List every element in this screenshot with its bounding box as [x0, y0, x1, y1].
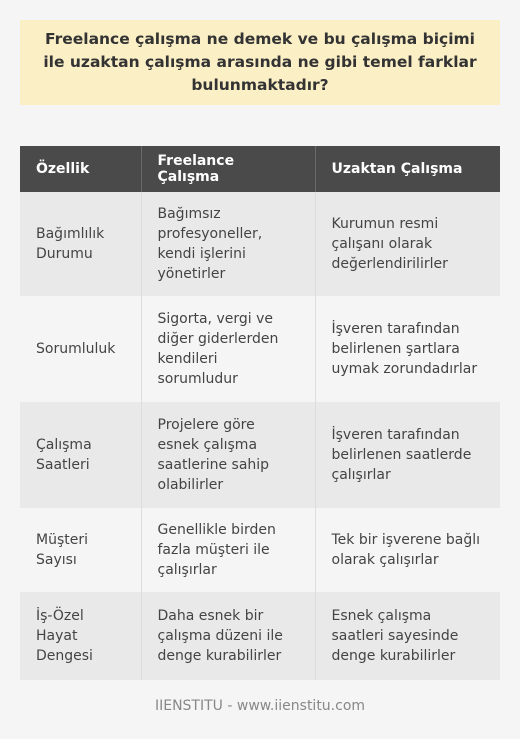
row-freelance: Sigorta, vergi ve diğer giderlerden kendileri sorumludur — [141, 296, 315, 402]
table-row — [20, 508, 500, 592]
table-row — [20, 592, 500, 680]
table-row — [20, 192, 500, 296]
row-freelance: Daha esnek bir çalışma düzeni ile denge kurabilirler — [141, 592, 315, 680]
row-remote: Tek bir işverene bağlı olarak çalışırlar — [315, 508, 500, 592]
footer-credit: IIENSTITU - www.iienstitu.com — [154, 698, 366, 714]
row-freelance: Bağımsız profesyoneller, kendi işlerini yönetirler — [141, 192, 315, 296]
row-feature: Bağımlılık Durumu — [20, 192, 141, 296]
table-row — [20, 402, 500, 508]
table-header-row — [20, 146, 500, 192]
question-box — [20, 20, 500, 105]
header-feature: Özellik — [20, 146, 141, 192]
row-feature: Çalışma Saatleri — [20, 402, 141, 508]
row-remote: Kurumun resmi çalışanı olarak değerlendirilirler — [315, 192, 500, 296]
row-remote: İşveren tarafından belirlenen saatlerde çalışırlar — [315, 402, 500, 508]
row-feature: Sorumluluk — [20, 296, 141, 402]
question-text: Freelance çalışma ne demek ve bu çalışma biçimi ile uzaktan çalışma arasında ne gibi temel farklar bulunmaktadır? — [43, 30, 477, 94]
row-freelance: Projelere göre esnek çalışma saatlerine sahip olabilirler — [141, 402, 315, 508]
row-feature: Müşteri Sayısı — [20, 508, 141, 592]
row-feature: İş-Özel Hayat Dengesi — [20, 592, 141, 680]
header-freelance: Freelance Çalışma — [141, 146, 315, 192]
row-freelance: Genellikle birden fazla müşteri ile çalışırlar — [141, 508, 315, 592]
row-remote: Esnek çalışma saatleri sayesinde denge kurabilirler — [315, 592, 500, 680]
comparison-table — [20, 146, 500, 680]
table-row — [20, 296, 500, 402]
header-remote: Uzaktan Çalışma — [315, 146, 500, 192]
row-remote: İşveren tarafından belirlenen şartlara uymak zorundadırlar — [315, 296, 500, 402]
